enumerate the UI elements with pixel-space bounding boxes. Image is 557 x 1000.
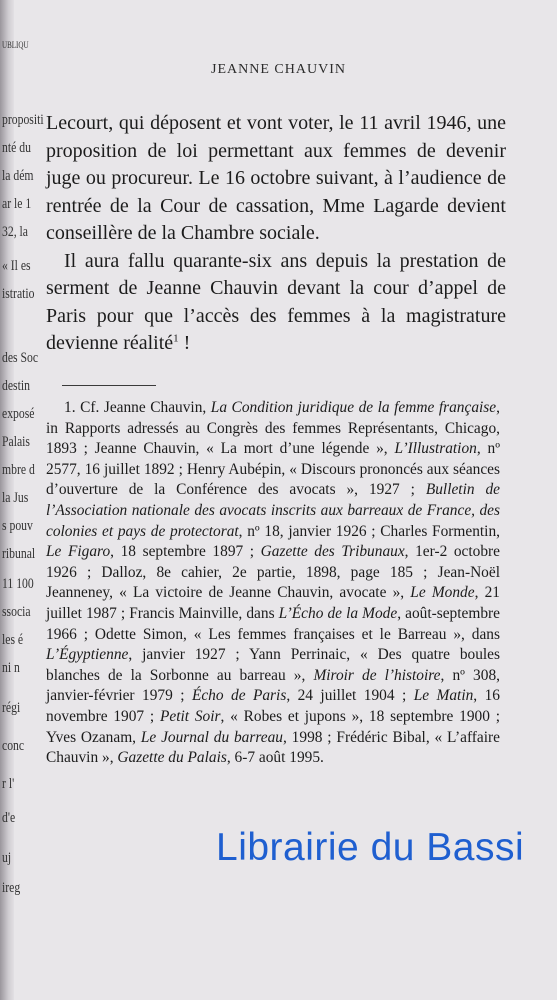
margin-fragment: des Soc bbox=[2, 350, 39, 366]
footnote-title: L’Illustration bbox=[394, 440, 477, 458]
footnote-text: , 1998 ; Frédéric Bibal, « L’affaire Chauvin », bbox=[46, 728, 500, 767]
margin-fragment: les é bbox=[2, 632, 24, 648]
margin-fragment: uj bbox=[2, 850, 12, 866]
footnote-ref: 1 bbox=[173, 332, 179, 345]
footnote-title: Gazette des Tribunaux bbox=[260, 543, 405, 561]
footnote-title: L’Écho de la Mode bbox=[278, 604, 398, 622]
footnote-title: Bulletin de l’Association nationale des avocats inscrits aux barreaux de France, des colonies et pays de protectorat bbox=[46, 481, 500, 540]
footnote-title: Miroir de l’histoire bbox=[313, 666, 441, 684]
footnote-title: Le Figaro bbox=[46, 543, 111, 561]
margin-fragment: propositi bbox=[2, 112, 44, 128]
footnote-text: , in Rapports adressés au Congrès des femmes Représentants, Chicago, 1893 ; Jeanne Chauvin, « La mort d’une légende », bbox=[46, 399, 500, 458]
margin-fragment: 32, la bbox=[2, 224, 28, 240]
margin-fragment: la Jus bbox=[2, 490, 29, 506]
footnote-text: , « Robes et jupons », 18 septembre 1900 ; Yves Ozanam, bbox=[46, 707, 500, 746]
footnote-title: Gazette du Palais bbox=[117, 749, 227, 767]
footnote-title: Le Monde bbox=[410, 584, 475, 602]
margin-fragment: régi bbox=[2, 700, 21, 716]
footnote-text: , 18 septembre 1897 ; bbox=[110, 543, 261, 561]
footnote-text: , 16 novembre 1907 ; bbox=[46, 687, 500, 725]
footnote-text: 1. Cf. Jeanne Chauvin, bbox=[64, 399, 211, 416]
margin-fragment: istratio bbox=[2, 286, 35, 302]
margin-fragment: s pouv bbox=[2, 518, 33, 534]
margin-fragment: d'e bbox=[2, 810, 16, 826]
margin-fragment: Palais bbox=[2, 434, 30, 450]
footnote-separator bbox=[62, 385, 156, 386]
margin-fragment: la dém bbox=[2, 168, 34, 184]
seller-watermark: Librairie du Bassi bbox=[216, 826, 525, 869]
paragraph bbox=[46, 248, 506, 358]
margin-fragment: ar le 1 bbox=[2, 196, 32, 212]
margin-fragment: ni n bbox=[2, 660, 20, 676]
footnote-title: La Condition juridique de la femme française bbox=[210, 399, 497, 416]
footnote-text: , 1er-2 octobre 1926 ; Dalloz, 8e cahier, 2e partie, 1898, page 185 ; Jean-Noël Jeanneney, « La victoire de Jeanne Chauvin, avocate », bbox=[46, 543, 501, 602]
footnote-title: Le Matin bbox=[413, 687, 474, 705]
margin-fragment: ribunal bbox=[2, 546, 36, 562]
margin-fragment: ssocia bbox=[2, 604, 31, 620]
margin-fragment: r l' bbox=[2, 776, 15, 792]
footnote-title: L’Égyptienne bbox=[46, 646, 129, 664]
footnote-text: , nº 18, janvier 1926 ; Charles Formentin, bbox=[238, 522, 500, 540]
paragraph-text: Il aura fallu quarante-six ans depuis la prestation de serment de Jeanne Chauvin devant la cour d’appel de Paris pour que l’accès des femmes à la magistrature devienne réalité bbox=[46, 249, 506, 354]
footnote-title: Le Journal du barreau bbox=[140, 728, 284, 746]
footnote-text: , 24 juillet 1904 ; bbox=[286, 687, 414, 705]
footnote-title: Écho de Paris bbox=[191, 687, 287, 705]
margin-fragment: exposé bbox=[2, 406, 35, 422]
footnote-text: , août-septembre 1966 ; Odette Simon, « Les femmes françaises et le Barreau », dans bbox=[46, 604, 500, 643]
previous-page-margin bbox=[0, 0, 44, 1000]
paragraph-end: ! bbox=[178, 332, 191, 354]
margin-fragment: mbre d bbox=[2, 462, 35, 478]
margin-fragment: nté du bbox=[2, 140, 31, 156]
footnote-text: , nº 308, janvier-février 1979 ; bbox=[46, 666, 500, 705]
footnote-text: , nº 2577, 16 juillet 1892 ; Henry Aubépin, « Discours prononcés aux séances d’ouverture de la Conférence des avocats », 1927 ; bbox=[46, 440, 500, 499]
footnote-text: , 6-7 août 1995. bbox=[226, 749, 324, 767]
footnote-text: , 21 juillet 1987 ; Francis Mainville, dans bbox=[46, 584, 500, 622]
main-text bbox=[46, 110, 506, 358]
margin-fragment: ireg bbox=[2, 880, 21, 896]
footnote bbox=[46, 398, 500, 769]
margin-fragment: « Il es bbox=[2, 258, 31, 274]
footnote-text: , janvier 1927 ; Yann Perrinaic, « Des quatre boules blanches de la Sorbonne au barreau », bbox=[46, 646, 500, 684]
paragraph: Lecourt, qui déposent et vont voter, le 11 avril 1946, une proposition de loi permettant aux femmes de devenir juge ou procureur. Le 16 octobre suivant, à l’audience de rentrée de la Cour de cassation, Mme Lagarde devient conseillère de la Chambre sociale. bbox=[46, 112, 506, 244]
margin-fragment: conc bbox=[2, 738, 25, 754]
footnote-title: Petit Soir bbox=[159, 707, 221, 725]
margin-fragment: destin bbox=[2, 378, 30, 394]
margin-fragment: UBLIQU bbox=[2, 40, 29, 50]
running-head: JEANNE CHAUVIN bbox=[211, 62, 346, 77]
margin-fragment: 11 100 bbox=[2, 576, 34, 592]
